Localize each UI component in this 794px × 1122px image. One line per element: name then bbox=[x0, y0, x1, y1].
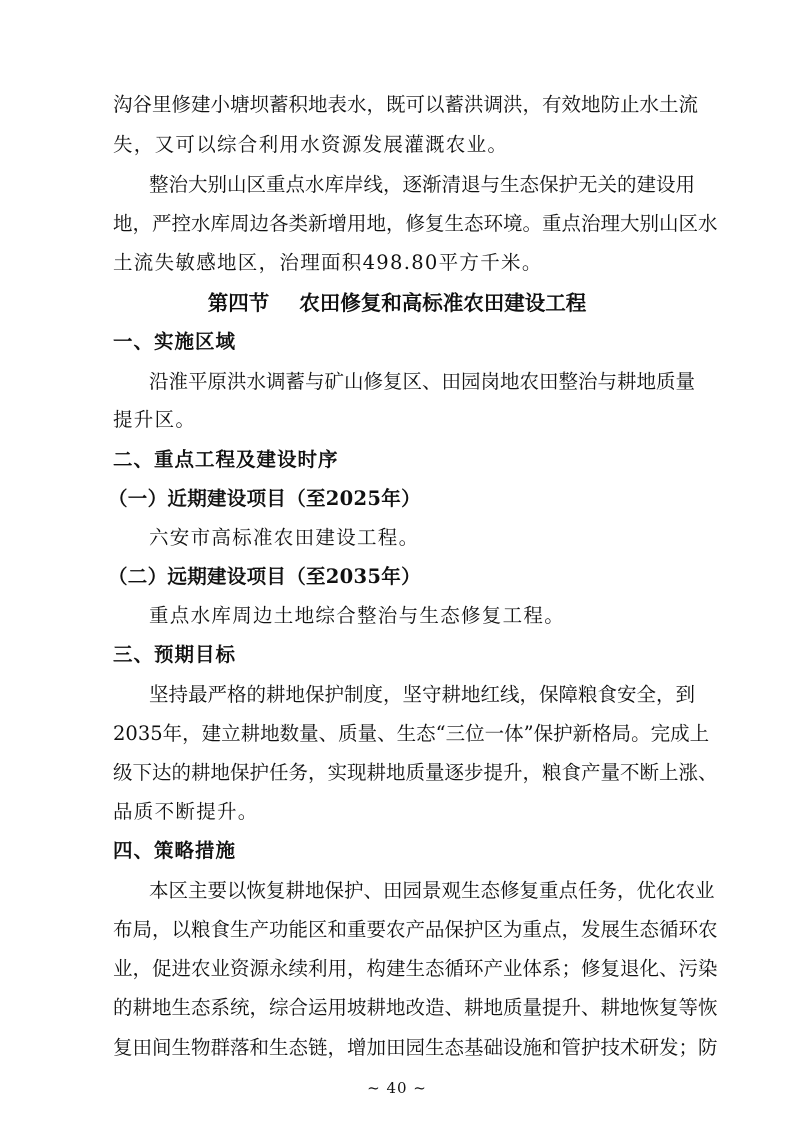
paragraph-line: 本区主要以恢复耕地保护、田园景观生态修复重点任务，优化农业 bbox=[149, 879, 715, 902]
paragraph-line: 提升区。 bbox=[113, 408, 197, 431]
heading-expected-goals: 三、预期目标 bbox=[113, 643, 237, 666]
page-number: ~ 40 ~ bbox=[367, 1079, 427, 1097]
heading-implementation-area: 一、实施区域 bbox=[113, 330, 237, 353]
paragraph-line: 整治大别山区重点水库岸线，逐渐清退与生态保护无关的建设用 bbox=[149, 173, 696, 196]
paragraph-line: 业，促进农业资源永续利用，构建生态循环产业体系；修复退化、污染 bbox=[113, 957, 718, 980]
paragraph-line: 的耕地生态系统，综合运用坡耕地改造、耕地质量提升、耕地恢复等恢 bbox=[113, 996, 718, 1019]
paragraph-line: 布局，以粮食生产功能区和重要农产品保护区为重点，发展生态循环农 bbox=[113, 918, 718, 941]
heading-strategy-measures: 四、策略措施 bbox=[113, 839, 237, 862]
paragraph-line: 六安市高标准农田建设工程。 bbox=[149, 526, 420, 549]
heading-long-term-projects: （二）远期建设项目（至2035年） bbox=[108, 565, 421, 588]
heading-near-term-projects: （一）近期建设项目（至2025年） bbox=[108, 487, 421, 510]
paragraph-line: 复田间生物群落和生态链，增加田园生态基础设施和管护技术研发；防 bbox=[113, 1036, 718, 1059]
paragraph-line: 失，又可以综合利用水资源发展灌溉农业。 bbox=[113, 133, 509, 156]
section-title: 农田修复和高标准农田建设工程 bbox=[299, 291, 587, 315]
paragraph-line: 重点水库周边土地综合整治与生态修复工程。 bbox=[149, 604, 566, 627]
paragraph-line: 土流失敏感地区，治理面积498.80平方千米。 bbox=[113, 251, 543, 274]
paragraph-line: 沟谷里修建小塘坝蓄积地表水，既可以蓄洪调洪，有效地防止水土流 bbox=[113, 93, 699, 116]
section-heading bbox=[0, 290, 794, 316]
paragraph-line: 品质不断提升。 bbox=[113, 800, 259, 823]
paragraph-line: 沿淮平原洪水调蓄与矿山修复区、田园岗地农田整治与耕地质量 bbox=[149, 370, 696, 393]
paragraph-line: 2035年，建立耕地数量、质量、生态“三位一体”保护新格局。完成上 bbox=[113, 722, 710, 745]
paragraph-line: 级下达的耕地保护任务，实现耕地质量逐步提升，粮食产量不断上涨、 bbox=[113, 761, 718, 784]
paragraph-line: 坚持最严格的耕地保护制度，坚守耕地红线，保障粮食安全，到 bbox=[149, 683, 696, 706]
section-number: 第四节 bbox=[207, 291, 270, 315]
paragraph-line: 地，严控水库周边各类新增用地，修复生态环境。重点治理大别山区水 bbox=[113, 212, 718, 235]
heading-key-projects: 二、重点工程及建设时序 bbox=[113, 448, 339, 471]
